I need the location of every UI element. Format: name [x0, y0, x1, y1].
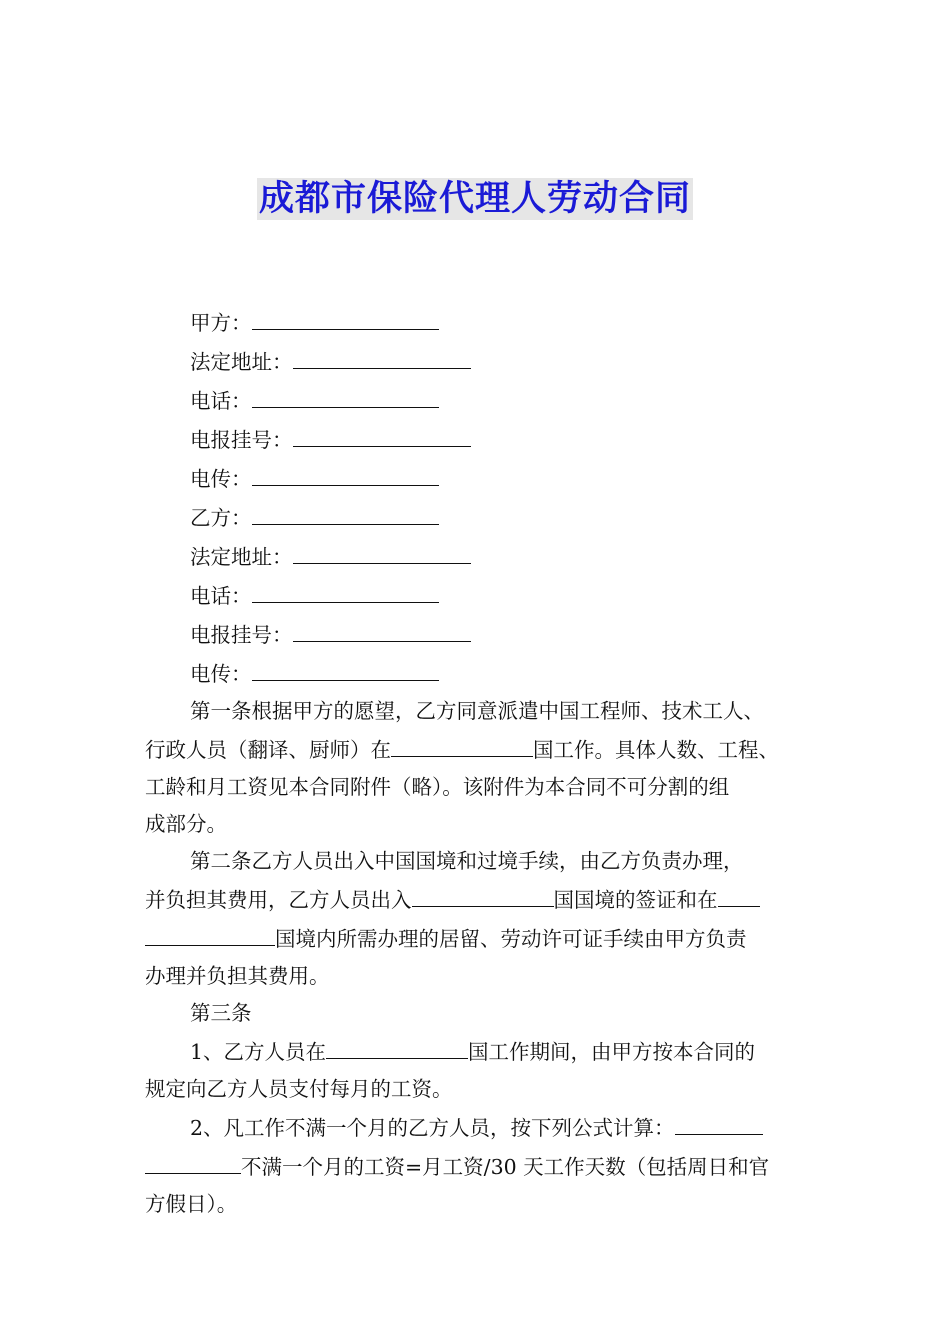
party-b-label: 乙方：: [190, 506, 252, 530]
article-2-line-3-b: 国境内所需办理的居留、劳动许可证手续由甲方负责: [275, 927, 747, 951]
article-1-line-2-a: 行政人员（翻译、厨师）在: [145, 738, 391, 762]
article-1-line-1: 第一条根据甲方的愿望，乙方同意派遣中国工程师、技术工人、: [190, 699, 764, 723]
party-b-fax-blank: [252, 654, 439, 681]
party-a-blank: [252, 303, 439, 330]
article-3-country-blank: [326, 1032, 468, 1059]
article-2-country-blank-2b: [145, 919, 275, 946]
article-1-line-3: 工龄和月工资见本合同附件（略）。该附件为本合同不可分割的组: [145, 775, 730, 799]
party-b-address-blank: [293, 537, 471, 564]
article-3-item-2-a: 2、凡工作不满一个月的乙方人员，按下列公式计算：: [190, 1116, 675, 1140]
document-title: 成都市保险代理人劳动合同: [258, 179, 691, 219]
party-b-telegram-blank: [293, 615, 471, 642]
party-a-phone-field: [145, 381, 810, 420]
party-a-fax-blank: [252, 459, 439, 486]
party-a-phone-label: 电话：: [190, 389, 252, 413]
article-1: [145, 693, 810, 843]
article-3-item-1-line-2: 规定向乙方人员支付每月的工资。: [145, 1077, 453, 1101]
party-b-field: [145, 498, 810, 537]
article-3: [145, 995, 810, 1223]
article-2-country-blank-2a: [718, 880, 760, 907]
article-3-item-2-line-2: [145, 1147, 810, 1186]
party-a-address-field: [145, 342, 810, 381]
party-b-fax-field: [145, 654, 810, 693]
party-a-label: 甲方：: [190, 311, 252, 335]
article-3-item-1-b: 国工作期间，由甲方按本合同的: [468, 1040, 756, 1064]
party-b-telegram-field: [145, 615, 810, 654]
article-3-item-1-a: 1、乙方人员在: [190, 1040, 327, 1064]
article-1-line-2-b: 国工作。具体人数、工程、: [533, 738, 779, 762]
party-b-address-label: 法定地址：: [190, 545, 293, 569]
article-2-line-3: [145, 919, 810, 958]
party-a-address-blank: [293, 342, 471, 369]
article-3-heading: 第三条: [190, 1001, 252, 1025]
article-2-line-2: [145, 880, 810, 919]
party-b-telegram-label: 电报挂号：: [190, 623, 293, 647]
party-a-phone-blank: [252, 381, 439, 408]
article-3-item-1: [145, 1032, 810, 1071]
article-3-formula-blank-b: [145, 1147, 241, 1174]
party-a-telegram-blank: [293, 420, 471, 447]
party-b-address-field: [145, 537, 810, 576]
party-a-telegram-field: [145, 420, 810, 459]
party-b-blank: [252, 498, 439, 525]
party-a-fax-field: [145, 459, 810, 498]
party-b-phone-blank: [252, 576, 439, 603]
article-2: [145, 843, 810, 995]
article-2-line-1: 第二条乙方人员出入中国国境和过境手续，由乙方负责办理，: [190, 849, 744, 873]
article-1-line-4: 成部分。: [145, 812, 227, 836]
article-3-formula-blank-a: [675, 1108, 763, 1135]
party-b-fax-label: 电传：: [190, 662, 252, 686]
article-1-country-blank: [391, 730, 533, 757]
article-2-country-blank: [412, 880, 554, 907]
article-2-line-2-a: 并负担其费用，乙方人员出入: [145, 888, 412, 912]
party-b-phone-label: 电话：: [190, 584, 252, 608]
party-a-fax-label: 电传：: [190, 467, 252, 491]
party-a-address-label: 法定地址：: [190, 350, 293, 374]
article-3-item-2: [145, 1108, 810, 1147]
article-3-item-2-b: 不满一个月的工资=月工资/30 天工作天数（包括周日和官: [241, 1155, 770, 1179]
contract-body: [145, 303, 810, 1223]
article-1-line-2: [145, 730, 810, 769]
article-2-line-2-b: 国国境的签证和在: [553, 888, 718, 912]
article-3-item-2-line-3: 方假日）。: [145, 1192, 238, 1216]
party-a-field: [145, 303, 810, 342]
party-a-telegram-label: 电报挂号：: [190, 428, 293, 452]
article-2-line-4: 办理并负担其费用。: [145, 964, 330, 988]
title-wrap: [0, 178, 950, 220]
party-b-phone-field: [145, 576, 810, 615]
